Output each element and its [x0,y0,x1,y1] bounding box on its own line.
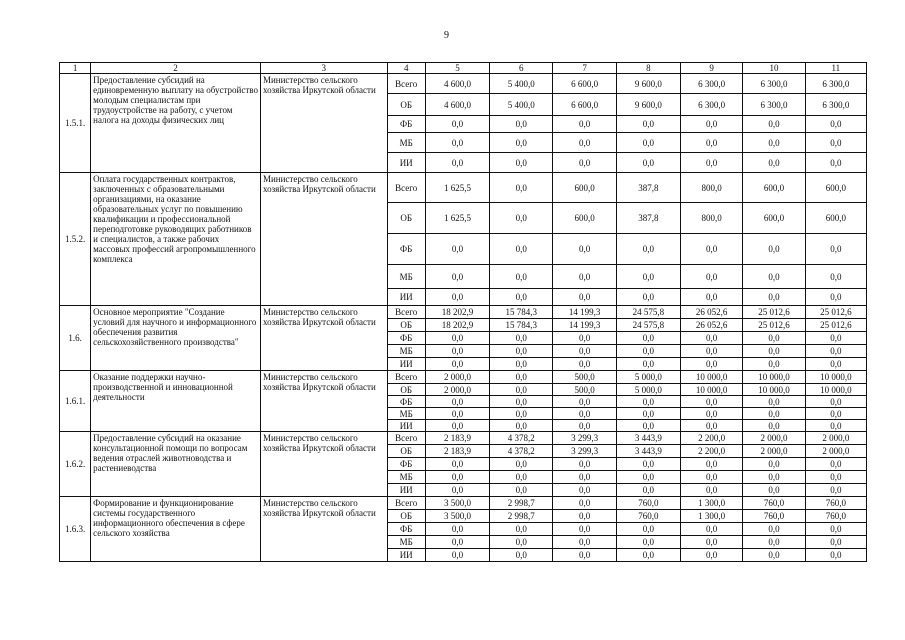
amount-cell: 0,0 [553,510,616,523]
column-number: 8 [616,63,680,74]
executor: Министерство сельского хозяйства Иркутской области [260,306,387,371]
amount-cell: 0,0 [490,358,553,371]
amount-cell: 0,0 [553,265,616,289]
amount-cell: 0,0 [805,484,866,497]
amount-cell: 6 300,0 [681,94,743,116]
amount-cell: 5 400,0 [490,94,553,116]
amount-cell: 0,0 [743,549,805,562]
amount-cell: 0,0 [743,234,805,265]
amount-cell: 0,0 [616,420,680,432]
amount-cell: 0,0 [805,408,866,420]
executor: Министерство сельского хозяйства Иркутской области [260,74,387,173]
funding-source: ИИ [387,484,425,497]
amount-cell: 0,0 [425,358,489,371]
amount-cell: 0,0 [425,408,489,420]
amount-cell: 0,0 [743,408,805,420]
amount-cell: 0,0 [490,471,553,484]
amount-cell: 14 199,3 [553,319,616,332]
amount-cell: 0,0 [425,420,489,432]
amount-cell: 0,0 [553,458,616,471]
amount-cell: 600,0 [553,173,616,203]
amount-cell: 6 600,0 [553,74,616,94]
funding-source: Всего [387,306,425,319]
funding-source: МБ [387,408,425,420]
funding-source: ОБ [387,384,425,396]
column-number: 5 [425,63,489,74]
amount-cell: 2 000,0 [805,445,866,458]
table-row [60,497,867,510]
amount-cell: 0,0 [490,116,553,133]
budget-table [59,62,867,562]
amount-cell: 0,0 [616,396,680,408]
amount-cell: 0,0 [553,471,616,484]
item-code: 1.6. [60,306,91,371]
amount-cell: 9 600,0 [616,74,680,94]
amount-cell: 760,0 [743,510,805,523]
funding-source: ФБ [387,332,425,345]
amount-cell: 0,0 [553,234,616,265]
amount-cell: 18 202,9 [425,306,489,319]
item-code: 1.5.1. [60,74,91,173]
amount-cell: 0,0 [425,332,489,345]
amount-cell: 0,0 [425,133,489,153]
funding-source: Всего [387,432,425,445]
amount-cell: 0,0 [490,396,553,408]
amount-cell: 0,0 [425,265,489,289]
amount-cell: 0,0 [616,358,680,371]
amount-cell: 0,0 [425,484,489,497]
column-number: 2 [91,63,261,74]
amount-cell: 0,0 [553,116,616,133]
amount-cell: 2 200,0 [681,445,743,458]
amount-cell: 0,0 [743,265,805,289]
executor: Министерство сельского хозяйства Иркутской области [260,497,387,562]
amount-cell: 0,0 [490,345,553,358]
amount-cell: 0,0 [425,549,489,562]
amount-cell: 0,0 [743,345,805,358]
amount-cell: 0,0 [805,549,866,562]
amount-cell: 0,0 [616,153,680,173]
amount-cell: 3 299,3 [553,432,616,445]
column-number: 1 [60,63,91,74]
amount-cell: 0,0 [743,396,805,408]
amount-cell: 0,0 [490,484,553,497]
amount-cell: 0,0 [616,484,680,497]
item-name: Предоставление субсидий на оказание консультационной помощи по вопросам ведения отраслей животноводства и растениеводства [91,432,261,497]
amount-cell: 5 400,0 [490,74,553,94]
funding-source: Всего [387,173,425,203]
amount-cell: 387,8 [616,173,680,203]
amount-cell: 1 300,0 [681,497,743,510]
table-row [60,173,867,203]
executor: Министерство сельского хозяйства Иркутской области [260,371,387,432]
amount-cell: 0,0 [805,265,866,289]
item-name: Предоставление субсидий на единовременную выплату на обустройство молодым специалистам при трудоустройстве на работу, с учетом налога на доходы физических лиц [91,74,261,173]
amount-cell: 0,0 [490,523,553,536]
page-number: 9 [444,30,449,41]
amount-cell: 0,0 [553,420,616,432]
amount-cell: 0,0 [681,549,743,562]
amount-cell: 0,0 [805,396,866,408]
amount-cell: 9 600,0 [616,94,680,116]
amount-cell: 0,0 [553,396,616,408]
column-number: 4 [387,63,425,74]
amount-cell: 760,0 [616,497,680,510]
amount-cell: 0,0 [805,345,866,358]
amount-cell: 0,0 [425,116,489,133]
amount-cell: 600,0 [805,173,866,203]
amount-cell: 0,0 [490,332,553,345]
amount-cell: 0,0 [805,523,866,536]
amount-cell: 0,0 [805,458,866,471]
amount-cell: 25 012,6 [805,319,866,332]
amount-cell: 0,0 [681,408,743,420]
funding-source: МБ [387,471,425,484]
amount-cell: 0,0 [616,332,680,345]
amount-cell: 0,0 [553,549,616,562]
amount-cell: 0,0 [805,133,866,153]
amount-cell: 0,0 [681,536,743,549]
amount-cell: 25 012,6 [805,306,866,319]
amount-cell: 0,0 [553,133,616,153]
amount-cell: 6 300,0 [681,74,743,94]
amount-cell: 26 052,6 [681,306,743,319]
amount-cell: 760,0 [743,497,805,510]
funding-source: ИИ [387,549,425,562]
column-number: 7 [553,63,616,74]
amount-cell: 2 998,7 [490,497,553,510]
funding-source: ОБ [387,510,425,523]
funding-source: МБ [387,536,425,549]
funding-source: ИИ [387,153,425,173]
amount-cell: 0,0 [490,265,553,289]
amount-cell: 800,0 [681,173,743,203]
amount-cell: 3 443,9 [616,445,680,458]
amount-cell: 0,0 [425,458,489,471]
amount-cell: 0,0 [616,265,680,289]
amount-cell: 0,0 [490,173,553,203]
amount-cell: 0,0 [805,332,866,345]
amount-cell: 0,0 [490,549,553,562]
amount-cell: 2 200,0 [681,432,743,445]
amount-cell: 0,0 [553,345,616,358]
executor: Министерство сельского хозяйства Иркутской области [260,173,387,306]
amount-cell: 0,0 [616,549,680,562]
item-code: 1.5.2. [60,173,91,306]
amount-cell: 3 299,3 [553,445,616,458]
amount-cell: 2 183,9 [425,432,489,445]
amount-cell: 0,0 [490,536,553,549]
item-name: Оказание поддержки научно-производственной и инновационной деятельности [91,371,261,432]
amount-cell: 800,0 [681,203,743,234]
amount-cell: 24 575,8 [616,306,680,319]
amount-cell: 0,0 [743,332,805,345]
amount-cell: 0,0 [425,536,489,549]
amount-cell: 0,0 [490,234,553,265]
amount-cell: 0,0 [805,153,866,173]
item-code: 1.6.1. [60,371,91,432]
amount-cell: 0,0 [616,345,680,358]
amount-cell: 0,0 [490,371,553,384]
amount-cell: 1 300,0 [681,510,743,523]
amount-cell: 10 000,0 [805,371,866,384]
item-code: 1.6.2. [60,432,91,497]
amount-cell: 1 625,5 [425,173,489,203]
amount-cell: 600,0 [743,173,805,203]
amount-cell: 0,0 [425,289,489,306]
amount-cell: 0,0 [425,471,489,484]
amount-cell: 0,0 [681,396,743,408]
table-row [60,74,867,94]
amount-cell: 500,0 [553,384,616,396]
amount-cell: 0,0 [681,289,743,306]
amount-cell: 3 500,0 [425,497,489,510]
amount-cell: 0,0 [616,536,680,549]
funding-source: ИИ [387,358,425,371]
funding-source: ФБ [387,396,425,408]
amount-cell: 6 300,0 [743,74,805,94]
amount-cell: 0,0 [490,133,553,153]
amount-cell: 6 300,0 [805,94,866,116]
amount-cell: 3 443,9 [616,432,680,445]
funding-source: МБ [387,265,425,289]
item-name: Формирование и функционирование системы государственного информационного обеспечения в сфере сельского хозяйства [91,497,261,562]
funding-source: ИИ [387,289,425,306]
amount-cell: 5 000,0 [616,384,680,396]
column-number: 11 [805,63,866,74]
amount-cell: 4 378,2 [490,445,553,458]
amount-cell: 0,0 [743,358,805,371]
amount-cell: 0,0 [805,358,866,371]
amount-cell: 0,0 [681,332,743,345]
column-number: 10 [743,63,805,74]
amount-cell: 0,0 [490,458,553,471]
amount-cell: 0,0 [743,458,805,471]
amount-cell: 0,0 [553,289,616,306]
amount-cell: 0,0 [490,153,553,173]
amount-cell: 0,0 [681,116,743,133]
amount-cell: 10 000,0 [743,384,805,396]
amount-cell: 600,0 [743,203,805,234]
amount-cell: 0,0 [425,153,489,173]
amount-cell: 0,0 [616,523,680,536]
amount-cell: 0,0 [553,153,616,173]
amount-cell: 0,0 [681,471,743,484]
funding-source: ОБ [387,94,425,116]
amount-cell: 0,0 [490,384,553,396]
amount-cell: 0,0 [425,523,489,536]
amount-cell: 0,0 [743,523,805,536]
amount-cell: 0,0 [490,203,553,234]
funding-source: ИИ [387,420,425,432]
amount-cell: 0,0 [743,536,805,549]
amount-cell: 0,0 [553,332,616,345]
funding-source: ОБ [387,319,425,332]
amount-cell: 0,0 [805,536,866,549]
amount-cell: 0,0 [490,408,553,420]
amount-cell: 0,0 [490,420,553,432]
funding-source: Всего [387,74,425,94]
amount-cell: 0,0 [805,116,866,133]
amount-cell: 0,0 [553,497,616,510]
amount-cell: 25 012,6 [743,306,805,319]
amount-cell: 10 000,0 [743,371,805,384]
amount-cell: 0,0 [553,408,616,420]
amount-cell: 0,0 [681,523,743,536]
amount-cell: 0,0 [681,234,743,265]
amount-cell: 1 625,5 [425,203,489,234]
amount-cell: 760,0 [805,510,866,523]
funding-source: МБ [387,345,425,358]
amount-cell: 26 052,6 [681,319,743,332]
funding-source: ФБ [387,234,425,265]
amount-cell: 2 000,0 [425,371,489,384]
amount-cell: 0,0 [553,484,616,497]
amount-cell: 3 500,0 [425,510,489,523]
funding-source: ОБ [387,203,425,234]
amount-cell: 0,0 [681,345,743,358]
amount-cell: 10 000,0 [681,371,743,384]
amount-cell: 15 784,3 [490,306,553,319]
amount-cell: 600,0 [805,203,866,234]
column-number: 9 [681,63,743,74]
amount-cell: 0,0 [681,458,743,471]
amount-cell: 4 600,0 [425,94,489,116]
amount-cell: 0,0 [805,471,866,484]
amount-cell: 6 300,0 [743,94,805,116]
amount-cell: 0,0 [743,289,805,306]
amount-cell: 6 600,0 [553,94,616,116]
funding-source: Всего [387,371,425,384]
amount-cell: 0,0 [616,133,680,153]
amount-cell: 0,0 [743,420,805,432]
amount-cell: 10 000,0 [681,384,743,396]
amount-cell: 0,0 [743,133,805,153]
funding-source: Всего [387,497,425,510]
amount-cell: 15 784,3 [490,319,553,332]
item-name: Оплата государственных контрактов, заключенных с образовательными организациями, на оказание образовательных услуг по повышению квалификации и профессиональной переподготовке руководящих работников и специалистов, а также рабочих массовых профессий агропромышленного комплекса [91,173,261,306]
amount-cell: 10 000,0 [805,384,866,396]
amount-cell: 0,0 [681,265,743,289]
amount-cell: 0,0 [805,420,866,432]
table-body [60,74,867,562]
amount-cell: 0,0 [743,116,805,133]
amount-cell: 500,0 [553,371,616,384]
amount-cell: 14 199,3 [553,306,616,319]
funding-source: МБ [387,133,425,153]
funding-source: ФБ [387,523,425,536]
amount-cell: 0,0 [681,358,743,371]
amount-cell: 0,0 [425,234,489,265]
amount-cell: 760,0 [805,497,866,510]
amount-cell: 600,0 [553,203,616,234]
amount-cell: 2 000,0 [425,384,489,396]
funding-source: ФБ [387,116,425,133]
amount-cell: 2 000,0 [743,432,805,445]
amount-cell: 0,0 [616,458,680,471]
table-row [60,306,867,319]
item-name: Основное мероприятие "Создание условий для научного и информационного обеспечения развития сельскохозяйственного производства" [91,306,261,371]
amount-cell: 0,0 [743,484,805,497]
amount-cell: 0,0 [553,523,616,536]
amount-cell: 2 000,0 [743,445,805,458]
amount-cell: 2 183,9 [425,445,489,458]
amount-cell: 2 000,0 [805,432,866,445]
funding-source: ФБ [387,458,425,471]
amount-cell: 0,0 [553,536,616,549]
amount-cell: 2 998,7 [490,510,553,523]
amount-cell: 0,0 [616,234,680,265]
item-code: 1.6.3. [60,497,91,562]
column-number-row [60,63,867,74]
amount-cell: 4 600,0 [425,74,489,94]
amount-cell: 0,0 [743,153,805,173]
table-row [60,432,867,445]
amount-cell: 6 300,0 [805,74,866,94]
executor: Министерство сельского хозяйства Иркутской области [260,432,387,497]
amount-cell: 18 202,9 [425,319,489,332]
amount-cell: 0,0 [616,471,680,484]
amount-cell: 387,8 [616,203,680,234]
amount-cell: 0,0 [681,484,743,497]
amount-cell: 0,0 [616,289,680,306]
amount-cell: 0,0 [681,153,743,173]
amount-cell: 0,0 [616,408,680,420]
amount-cell: 5 000,0 [616,371,680,384]
amount-cell: 24 575,8 [616,319,680,332]
amount-cell: 0,0 [553,358,616,371]
amount-cell: 0,0 [681,420,743,432]
amount-cell: 4 378,2 [490,432,553,445]
table-row [60,371,867,384]
column-number: 3 [260,63,387,74]
amount-cell: 0,0 [425,345,489,358]
amount-cell: 0,0 [616,116,680,133]
column-number: 6 [490,63,553,74]
funding-source: ОБ [387,445,425,458]
amount-cell: 0,0 [681,133,743,153]
amount-cell: 760,0 [616,510,680,523]
amount-cell: 0,0 [805,234,866,265]
amount-cell: 0,0 [490,289,553,306]
amount-cell: 0,0 [805,289,866,306]
amount-cell: 25 012,6 [743,319,805,332]
amount-cell: 0,0 [743,471,805,484]
amount-cell: 0,0 [425,396,489,408]
